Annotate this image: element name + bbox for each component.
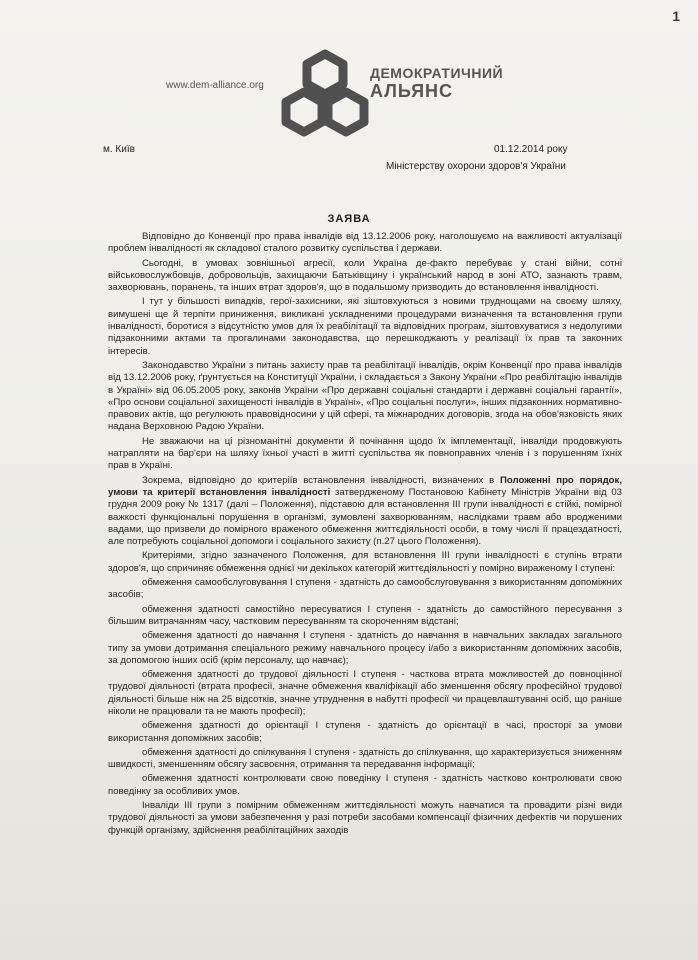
city: м. Київ (103, 144, 135, 155)
paragraph: Законодавство України з питань захисту прав та реабілітації інвалідів, окрім Конвенції про права інвалідів від 13.12.2006 року, ґрунтується на Конституції України, і складається з Закону України «Про реабілітацію інвалідів в Україні» від 06.05.2005 року, законів України «Про державні соціальні стандарти і державні соціальні гарантії», «Про основи соціальної захищеності інвалідів в Україні», «Про соціальні послуги», інших підзаконних нормативно-правових актів, що регулюють правовідносини у цій сфері, та міжнародних договорів, згода на обов'язковість яких надана Верховною Радою України. (108, 359, 622, 433)
document-title: ЗАЯВА (327, 213, 371, 225)
criteria-rest: затвердженому Постановою Кабінету Міністрів України від 03 грудня 2009 року № 1317 (далі – Положення), підставою для встановлення ІІІ групи інвалідності є стійкі, помірної важкості функціональні порушення в організмі, зумовлені захворюванням, наслідками травм або вродженими вадами, що призвели до помірного враженого обмеження життєдіяльності особи, в тому числі її працездатності, але потребують соціальної допомоги і соціального захисту (п.27 цього Положення). (108, 486, 622, 548)
list-item: обмеження самообслуговування І ступеня - здатність до самообслуговування з використанням допоміжних засобів; (108, 577, 622, 601)
brand-line-1: ДЕМОКРАТИЧНИЙ (370, 65, 504, 81)
list-item: обмеження здатності до трудової діяльності І ступеня - часткова втрата можливостей до повноцінної трудової діяльності (втрата професії, значне обмеження кваліфікації або зменшення обсягу професійної трудової діяльності більше ніж на 25 відсотків, значне утруднення в набутті професії чи працевлаштуванні осіб, що раніше ніколи не працювали та не мають професії); (108, 669, 622, 717)
criteria-paragraph (108, 475, 622, 549)
document-body (108, 231, 622, 839)
paragraph: Критеріями, згідно зазначеного Положення, для встановлення ІІІ групи інвалідності є ступінь втрати здоров'я, що спричиняє обмеження однієї чи декількох категорій життєдіяльності у помірно вираженому І ступені: (108, 550, 622, 574)
paragraph: Сьогодні, в умовах зовнішньої агресії, коли Україна де-факто перебуває у стані війни, сотні військовослужбовців, добровольців, захищаючи Батьківщину і український народ в зоні АТО, зазнають травм, захворювань, поранень, та інших втрат здоров'я, що в подальшому призводить до встановлення інвалідності. (108, 257, 622, 294)
list-item: обмеження здатності до орієнтації І ступеня - здатність до орієнтації в часі, просторі за умови використання допоміжних засобів; (108, 720, 622, 744)
list-item: обмеження здатності самостійно пересуватися І ступеня - здатність до самостійного пересування з більшим витрачанням часу, частковим пересуванням та скороченням відстані; (108, 603, 622, 627)
regulation-title: Положенні про порядок, умови та критерії встановлення інвалідності (108, 474, 622, 498)
criteria-intro: Зокрема, відповідно до критеріїв встановлення інвалідності, визначених в (142, 474, 495, 486)
list-item: обмеження здатності контролювати свою поведінку І ступеня - здатність частково контролювати свою поведінку за особливих умов. (108, 773, 622, 797)
paragraph: Інваліди ІІІ групи з помірним обмеженням життєдіяльності можуть навчатися та провадити різні види трудової діяльності за умови забезпечення у разі потреби засобами компенсації фізичних дефектів чи порушених функцій організму, здійснення реабілітаційних заходів (108, 800, 622, 836)
date: 01.12.2014 року (494, 144, 568, 155)
brand-name (370, 66, 503, 100)
paragraph: Відповідно до Конвенції про права інвалідів від 13.12.2006 року, наголошуємо на важливості актуалізації проблем інвалідності як складової сталого розвитку суспільства і держави. (108, 231, 622, 255)
paragraph: Не зважаючи на ці різноманітні документи й почінання щодо їх імплементації, інваліди продовжують натрапляти на бар'єри на шляху їхньої участі в житті суспільства як повноправних членів і з порушенням їхніх прав в Україні. (108, 435, 622, 472)
page-number: 1 (672, 8, 680, 24)
paragraph: І тут у більшості випадків, герої-захисники, які зіштовхуються з новими труднощами на своєму шляху, вимушені ще й терпіти приниження, викликані ускладненими процедурами визначення та встановлення групи інвалідності, боротися з відсутністю умов для їх реабілітації та відповідних програм, зіштовхуватися з недолугими підзаконними актами та прогалинами законодавства, що перешкоджають у реалізації їх прав та законних інтересів. (108, 296, 622, 357)
hexagon-logo-icon (280, 48, 370, 138)
letterhead (0, 48, 698, 138)
recipient: Міністерству охорони здоров'я України (386, 161, 566, 172)
list-item: обмеження здатності до навчання І ступеня - здатність до навчання в навчальних закладах загального типу за умови дотримання спеціального режиму навчального процесу і/або з використанням допоміжних засобів, за допомогою інших осіб (крім персоналу, що навчає); (108, 630, 622, 666)
website-url: www.dem-alliance.org (166, 80, 264, 91)
list-item: обмеження здатності до спілкування І ступеня - здатність до спілкування, що характеризується зниженням швидкості, зменшенням обсягу засвоєння, отримання та передавання інформації; (108, 746, 622, 771)
brand-line-2: АЛЬЯНС (370, 81, 454, 101)
